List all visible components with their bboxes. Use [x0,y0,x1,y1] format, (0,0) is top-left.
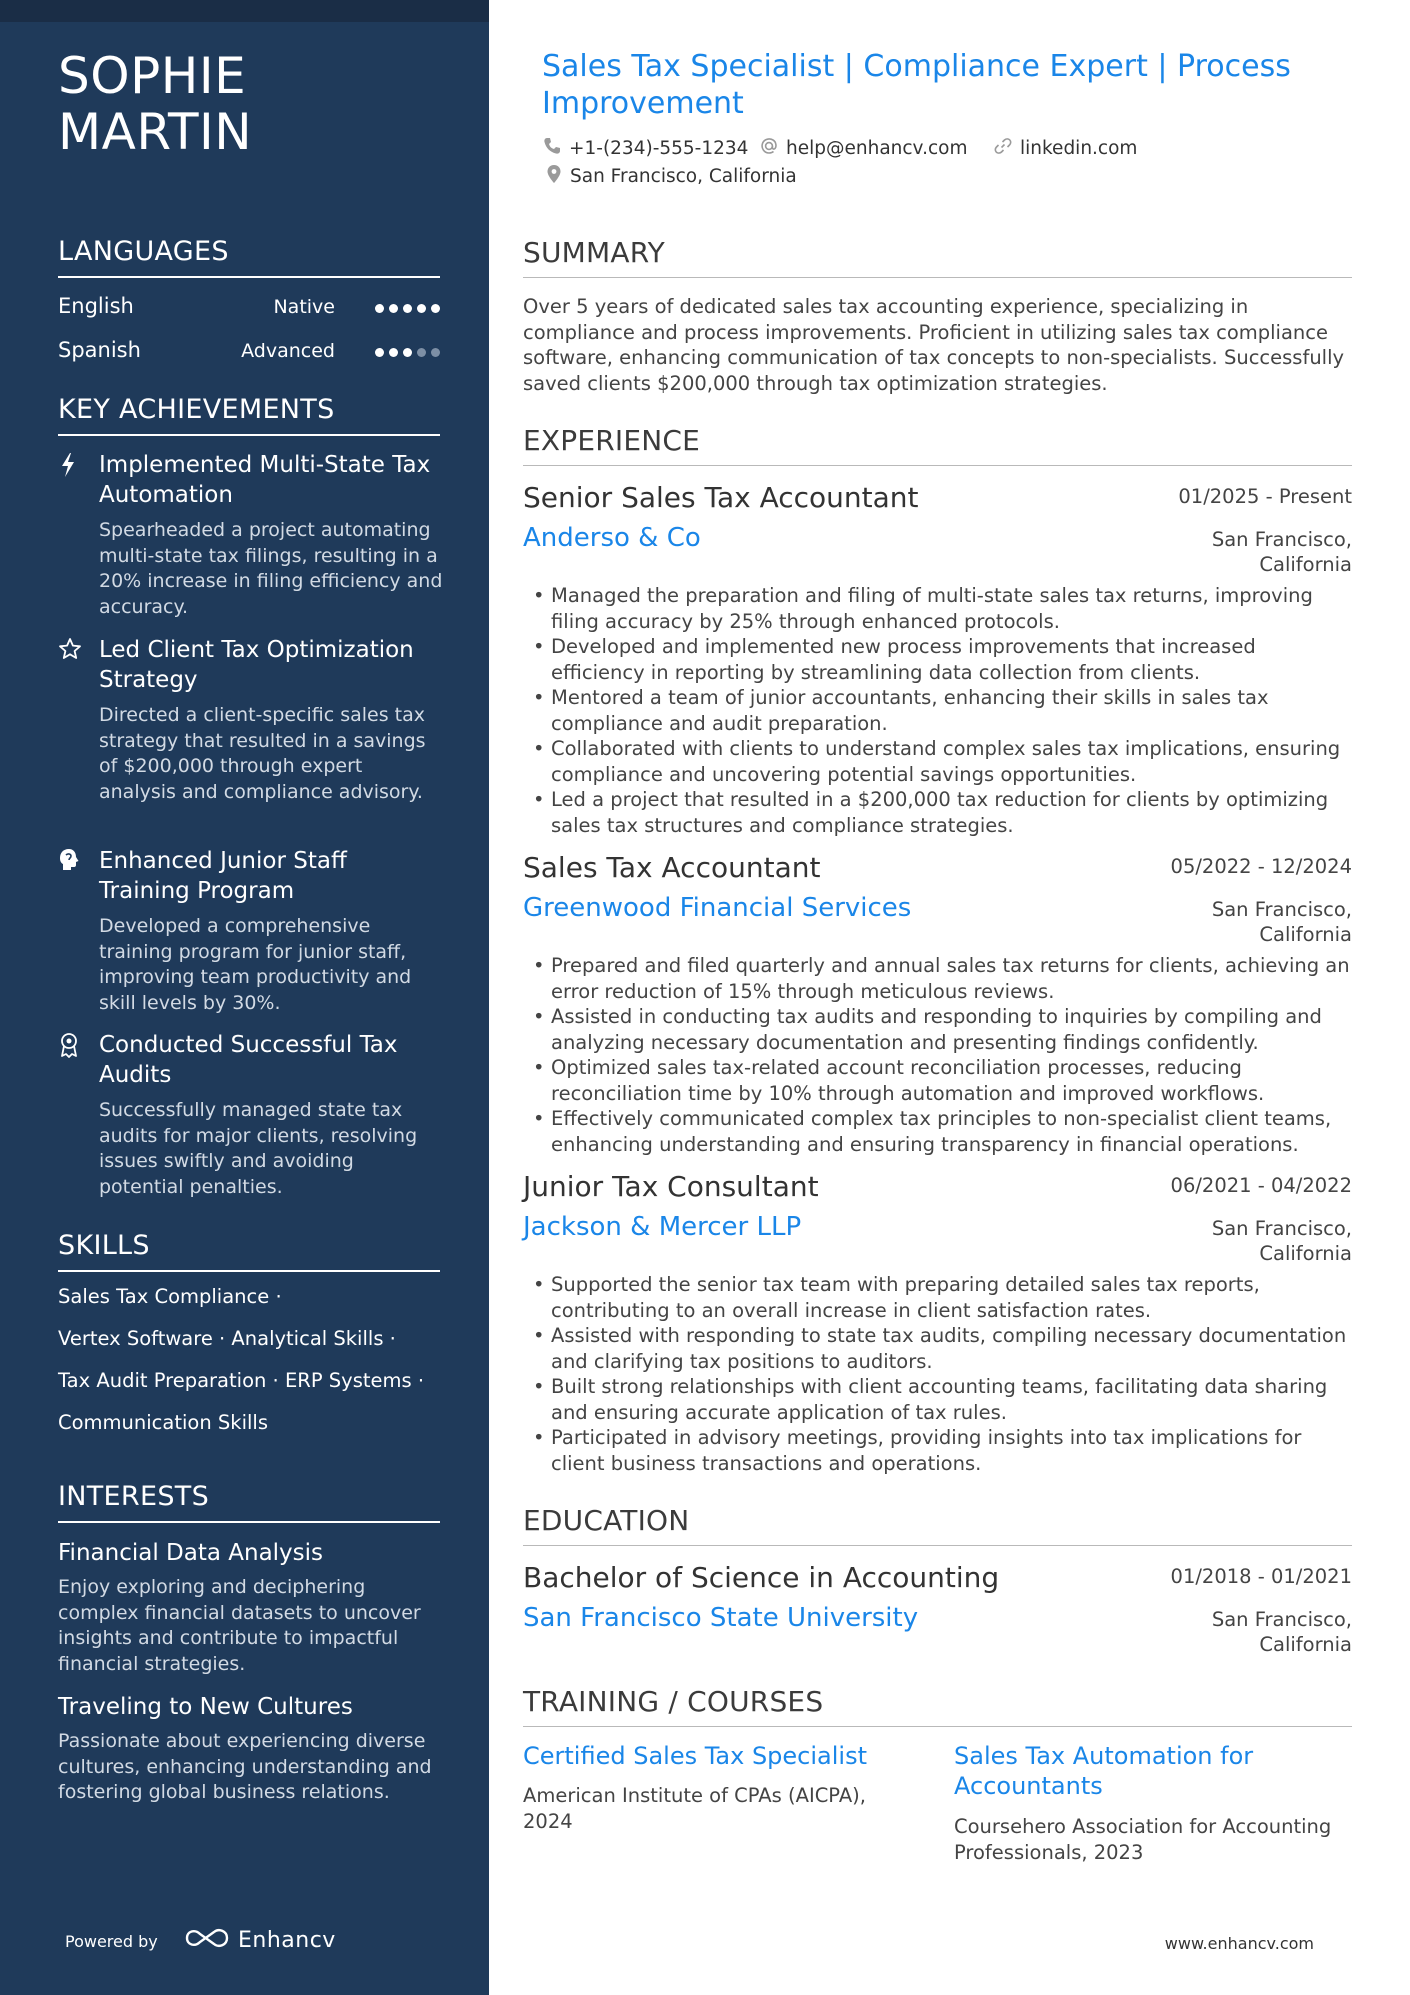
education-heading: EDUCATION [523,1504,1352,1546]
achievement-title: Implemented Multi-State Tax Automation [99,452,431,508]
phone-icon [543,137,561,160]
email-contact[interactable] [760,137,967,160]
rating-dot [389,348,398,357]
phone-text: +1-(234)-555-1234 [569,138,749,159]
job-dates: 05/2022 - 12/2024 [1170,855,1352,878]
job-dates: 06/2021 - 04/2022 [1170,1174,1352,1197]
achievement-desc: Spearheaded a project automating multi-state tax filings, resulting in a 20% increase in filing efficiency and accuracy. [99,519,443,618]
sidebar [0,0,489,1995]
name-first: SOPHIE [58,47,247,105]
rating-dot [417,348,426,357]
summary-heading: SUMMARY [523,236,1352,278]
achievement-title: Conducted Successful Tax Audits [99,1032,398,1088]
rating-dot [375,304,384,313]
job-title: Sales Tax Accountant [523,851,821,884]
experience-heading: EXPERIENCE [523,424,1352,466]
course-title: Sales Tax Automation for Accountants [954,1742,1254,1800]
language-row [58,294,440,324]
email-text: help@enhancv.com [786,138,968,159]
job-bullet: • Developed and implemented new process improvements that increased efficiency in reporting by streamlining data collection from clients. [538,634,1353,685]
achievement-desc: Developed a comprehensive training program for junior staff, improving team productivity and skill levels by 30%. [99,915,412,1014]
job-location: San Francisco, California [1211,1217,1352,1265]
name-last: MARTIN [58,103,253,161]
achievement-title: Enhanced Junior Staff Training Program [99,848,347,904]
skills-heading: SKILLS [58,1230,440,1272]
location-text: San Francisco, California [570,166,797,187]
rating-dot [375,348,384,357]
phone-contact[interactable] [543,137,748,160]
job-bullets [538,583,1353,838]
job-bullet: • Supported the senior tax team with preparing detailed sales tax reports, contributing to an overall increase in client satisfaction rates. [538,1272,1353,1323]
job-bullet: • Mentored a team of junior accountants, enhancing their skills in sales tax compliance and audit preparation. [538,685,1353,736]
linkedin-text: linkedin.com [1020,138,1138,159]
location-pin-icon [546,164,562,189]
job-company: Jackson & Mercer LLP [523,1212,802,1242]
job-company: Anderso & Co [523,523,701,553]
job-bullets [538,953,1353,1157]
footer-url[interactable]: www.enhancv.com [1164,1934,1314,1953]
lightning-icon [58,452,82,478]
rating-dot [403,348,412,357]
job-bullet: • Effectively communicated complex tax principles to non-specialist client teams, enhancing understanding and ensuring transparency in financial operations. [538,1106,1353,1157]
job-bullet: • Collaborated with clients to understand complex sales tax implications, ensuring compliance and uncovering potential savings opportunities. [538,736,1353,787]
education-location: San Francisco, California [1211,1608,1352,1656]
job-company: Greenwood Financial Services [523,893,912,923]
job-bullet: • Prepared and filed quarterly and annual sales tax returns for clients, achieving an error reduction of 15% through meticulous reviews. [538,953,1353,1004]
skill-line: Tax Audit Preparation · ERP Systems · [58,1369,425,1392]
rating-dot [389,304,398,313]
language-name: Spanish [58,338,141,362]
interest-title: Traveling to New Cultures [58,1694,353,1720]
achievement-desc: Successfully managed state tax audits for major clients, resolving issues swiftly and avoiding potential penalties. [99,1099,418,1198]
rating-dot [431,348,440,357]
job-dates: 01/2025 - Present [1178,485,1352,508]
rating-dot [417,304,426,313]
enhancv-logo-text: Enhancv [238,1927,336,1953]
course-provider: Coursehero Association for Accounting Professionals, 2023 [954,1815,1332,1864]
job-bullet: • Participated in advisory meetings, providing insights into tax implications for client business transactions and operations. [538,1425,1353,1476]
language-rating [375,304,440,313]
job-location: San Francisco, California [1211,528,1352,576]
language-level: Native [273,296,335,318]
achievement-title: Led Client Tax Optimization Strategy [99,637,414,693]
education-dates: 01/2018 - 01/2021 [1170,1565,1352,1588]
job-bullet: • Assisted in conducting tax audits and responding to inquiries by compiling and analyzing necessary documentation and presenting findings confidently. [538,1004,1353,1055]
language-name: English [58,294,134,318]
interest-desc: Enjoy exploring and deciphering complex financial datasets to uncover insights and contribute to impactful financial strategies. [58,1576,421,1675]
training-heading: TRAINING / COURSES [523,1685,1352,1727]
rating-dot [403,304,412,313]
job-title: Junior Tax Consultant [523,1170,819,1203]
job-bullet: • Led a project that resulted in a $200,000 tax reduction for clients by optimizing sales tax structures and compliance strategies. [538,787,1353,838]
achievements-heading: KEY ACHIEVEMENTS [58,394,440,436]
job-bullet: • Assisted with responding to state tax audits, compiling necessary documentation and clarifying tax positions to auditors. [538,1323,1353,1374]
job-bullet: • Managed the preparation and filing of multi-state sales tax returns, improving filing accuracy by 25% through enhanced protocols. [538,583,1353,634]
summary-text: Over 5 years of dedicated sales tax accounting experience, specializing in compliance and process improvements. Proficient in utilizing sales tax compliance software, enhancing communication of tax concepts to non-specialists. Successfully saved clients $200,000 through tax optimization strategies. [523,295,1345,395]
course-provider: American Institute of CPAs (AICPA), 2024 [523,1784,866,1833]
language-level: Advanced [241,340,335,362]
language-rating [375,348,440,357]
linkedin-contact[interactable] [994,137,1137,160]
achievement-desc: Directed a client-specific sales tax strategy that resulted in a savings of $200,000 through expert analysis and compliance advisory. [99,704,426,803]
skill-line: Sales Tax Compliance · [58,1285,282,1308]
job-title: Senior Sales Tax Accountant [523,481,919,514]
enhancv-logo-icon [184,1926,230,1954]
award-icon [58,1032,82,1058]
interest-title: Financial Data Analysis [58,1540,324,1566]
interests-heading: INTERESTS [58,1481,440,1523]
job-bullets [538,1272,1353,1476]
resume-headline [542,48,1362,122]
powered-by-label: Powered by [65,1932,158,1951]
degree-title: Bachelor of Science in Accounting [523,1561,1000,1594]
email-icon [760,137,778,160]
headline-line: Improvement [542,86,744,121]
candidate-name [58,48,458,160]
interest-desc: Passionate about experiencing diverse cultures, enhancing understanding and fostering global business relations. [58,1730,432,1803]
location-contact [546,164,797,189]
sidebar-top-strip [0,0,489,22]
brain-icon [58,848,82,874]
skill-line: Vertex Software · Analytical Skills · [58,1327,396,1350]
rating-dot [431,304,440,313]
job-bullet: • Built strong relationships with client accounting teams, facilitating data sharing and ensuring accurate application of tax rules. [538,1374,1353,1425]
headline-line: Sales Tax Specialist | Compliance Expert | Process [542,49,1291,84]
job-location: San Francisco, California [1211,898,1352,946]
language-row [58,338,440,368]
job-bullet: • Optimized sales tax-related account reconciliation processes, reducing reconciliation time by 10% through automation and improved workflows. [538,1055,1353,1106]
school-name: San Francisco State University [523,1603,919,1633]
languages-heading: LANGUAGES [58,236,440,278]
enhancv-logo[interactable] [184,1925,336,1955]
link-icon [994,137,1012,160]
star-icon [58,637,82,663]
skill-line: Communication Skills [58,1411,268,1434]
course-title: Certified Sales Tax Specialist [523,1742,868,1770]
